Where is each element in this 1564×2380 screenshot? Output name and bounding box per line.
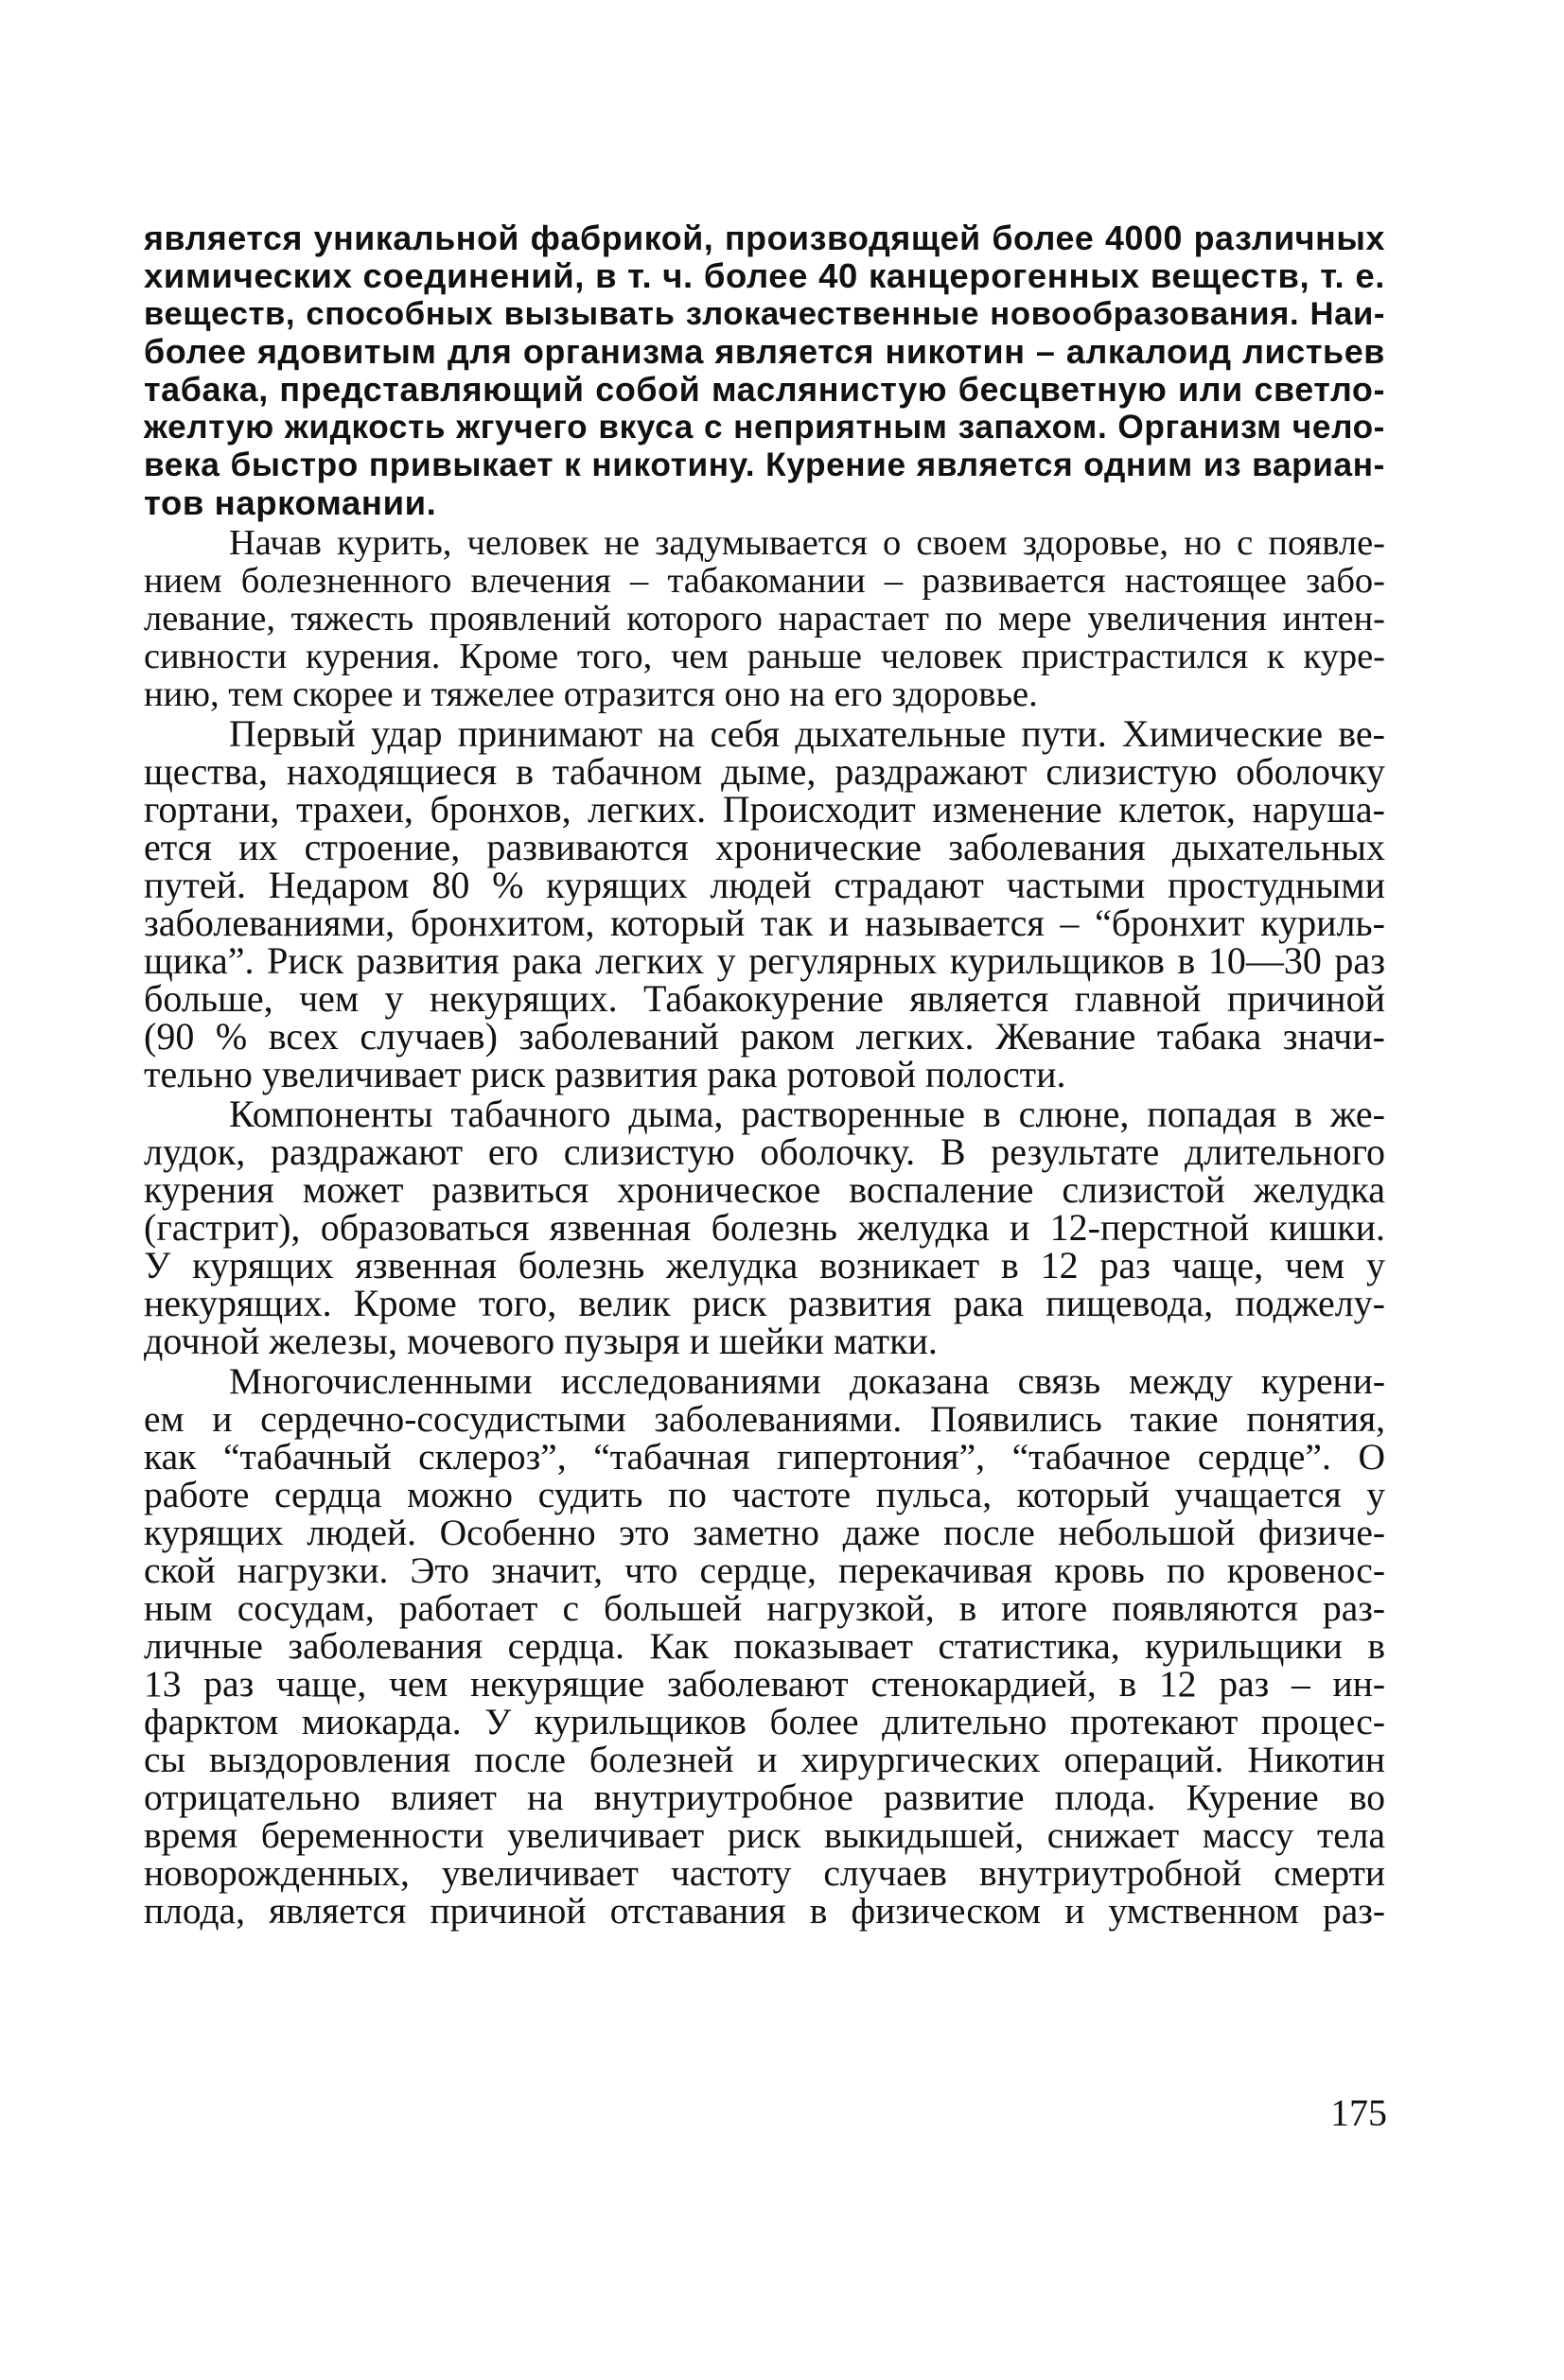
text-line: заболеваниями, бронхитом, который так и называется – “бронхит куриль- <box>144 901 1385 944</box>
text-line: дочной железы, мочевого пузыря и шейки матки. <box>144 1320 938 1362</box>
text-line: (90 % всех случаев) заболеваний раком легких. Жевание табака значи- <box>144 1015 1385 1058</box>
text-line: 13 раз чаще, чем некурящие заболевают стенокардией, в 12 раз – ин- <box>144 1663 1385 1705</box>
text-line: курения может развиться хроническое воспаление слизистой желудка <box>144 1168 1385 1211</box>
text-line: веществ, способных вызывать злокачественные новообразования. Наи- <box>144 296 1385 332</box>
body-text <box>144 219 1385 1930</box>
text-line: более ядовитым для организма является никотин – алкалоид листьев <box>144 332 1385 371</box>
paragraph <box>144 712 1385 1095</box>
text-line: Компоненты табачного дыма, растворенные в слюне, попадая в же- <box>229 1093 1385 1135</box>
text-line: плода, является причиной отставания в физическом и умственном раз- <box>144 1890 1385 1932</box>
text-line: щика”. Риск развития рака легких у регулярных курильщиков в 10—30 раз <box>144 939 1385 982</box>
text-line: личные заболевания сердца. Как показывает статистика, курильщики в <box>144 1625 1385 1667</box>
text-line: фарктом миокарда. У курильщиков более длительно протекают процес- <box>144 1701 1385 1742</box>
text-line: (гастрит), образоваться язвенная болезнь желудка и 12-перстной кишки. <box>144 1206 1385 1249</box>
text-line: сы выздоровления после болезней и хирургических операций. Никотин <box>144 1739 1385 1780</box>
page-number: 175 <box>1330 2091 1387 2134</box>
text-line: тов наркомании. <box>144 483 437 522</box>
text-line: ской нагрузки. Это значит, что сердце, перекачивая кровь по кровенос- <box>144 1549 1385 1591</box>
paragraph <box>144 1095 1385 1360</box>
text-line: левание, тяжесть проявлений которого нарастает по мере увеличения интен- <box>144 599 1385 639</box>
text-line: тельно увеличивает риск развития рака ротовой полости. <box>144 1053 1066 1095</box>
text-line: курящих людей. Особенно это заметно даже после небольшой физиче- <box>144 1512 1385 1553</box>
text-line: время беременности увеличивает риск выкидышей, снижает массу тела <box>144 1814 1385 1856</box>
text-line: некурящих. Кроме того, велик риск развития рака пищевода, поджелу- <box>144 1282 1385 1324</box>
paragraph <box>144 1362 1385 1930</box>
paragraph <box>144 219 1385 522</box>
text-line: отрицательно влияет на внутриутробное развитие плода. Курение во <box>144 1776 1385 1818</box>
text-line: сивности курения. Кроме того, чем раньше человек пристрастился к куре- <box>144 637 1385 676</box>
text-line: больше, чем у некурящих. Табакокурение является главной причиной <box>144 977 1385 1020</box>
paragraph <box>144 524 1385 713</box>
text-line: ем и сердечно-сосудистыми заболеваниями. Появились такие понятия, <box>144 1398 1385 1440</box>
text-line: является уникальной фабрикой, производящей более 4000 различных <box>144 219 1385 257</box>
text-line: Начав курить, человек не задумывается о своем здоровье, но с появле- <box>229 523 1385 563</box>
text-line: щества, находящиеся в табачном дыме, раздражают слизистую оболочку <box>144 750 1385 793</box>
text-line: как “табачный склероз”, “табачная гипертония”, “табачное сердце”. О <box>144 1436 1385 1478</box>
text-line: нием болезненного влечения – табакомании – развивается настоящее забо- <box>144 561 1385 601</box>
text-line: нию, тем скорее и тяжелее отразится оно на его здоровье. <box>144 674 1038 714</box>
text-line: У курящих язвенная болезнь желудка возникает в 12 раз чаще, чем у <box>144 1244 1385 1286</box>
text-line: путей. Недаром 80 % курящих людей страдают частыми простудными <box>144 864 1385 906</box>
text-line: ным сосудам, работает с большей нагрузкой, в итоге появляются раз- <box>144 1587 1385 1629</box>
text-line: желтую жидкость жгучего вкуса с неприятным запахом. Организм чело- <box>144 409 1385 446</box>
text-line: химических соединений, в т. ч. более 40 канцерогенных веществ, т. е. <box>144 256 1385 295</box>
text-line: гортани, трахеи, бронхов, легких. Происходит изменение клеток, наруша- <box>144 788 1385 831</box>
text-line: Многочисленными исследованиями доказана связь между курени- <box>229 1360 1385 1402</box>
text-line: ется их строение, развиваются хронические заболевания дыхательных <box>144 826 1385 868</box>
text-line: новорожденных, увеличивает частоту случаев внутриутробной смерти <box>144 1852 1385 1894</box>
text-line: табака, представляющий собой маслянистую бесцветную или светло- <box>144 371 1385 409</box>
text-line: века быстро привыкает к никотину. Курение является одним из вариан- <box>144 446 1385 483</box>
text-line: работе сердца можно судить по частоте пульса, который учащается у <box>144 1474 1385 1515</box>
text-line: лудок, раздражают его слизистую оболочку. В результате длительного <box>144 1130 1385 1173</box>
text-line: Первый удар принимают на себя дыхательные пути. Химические ве- <box>229 712 1385 755</box>
